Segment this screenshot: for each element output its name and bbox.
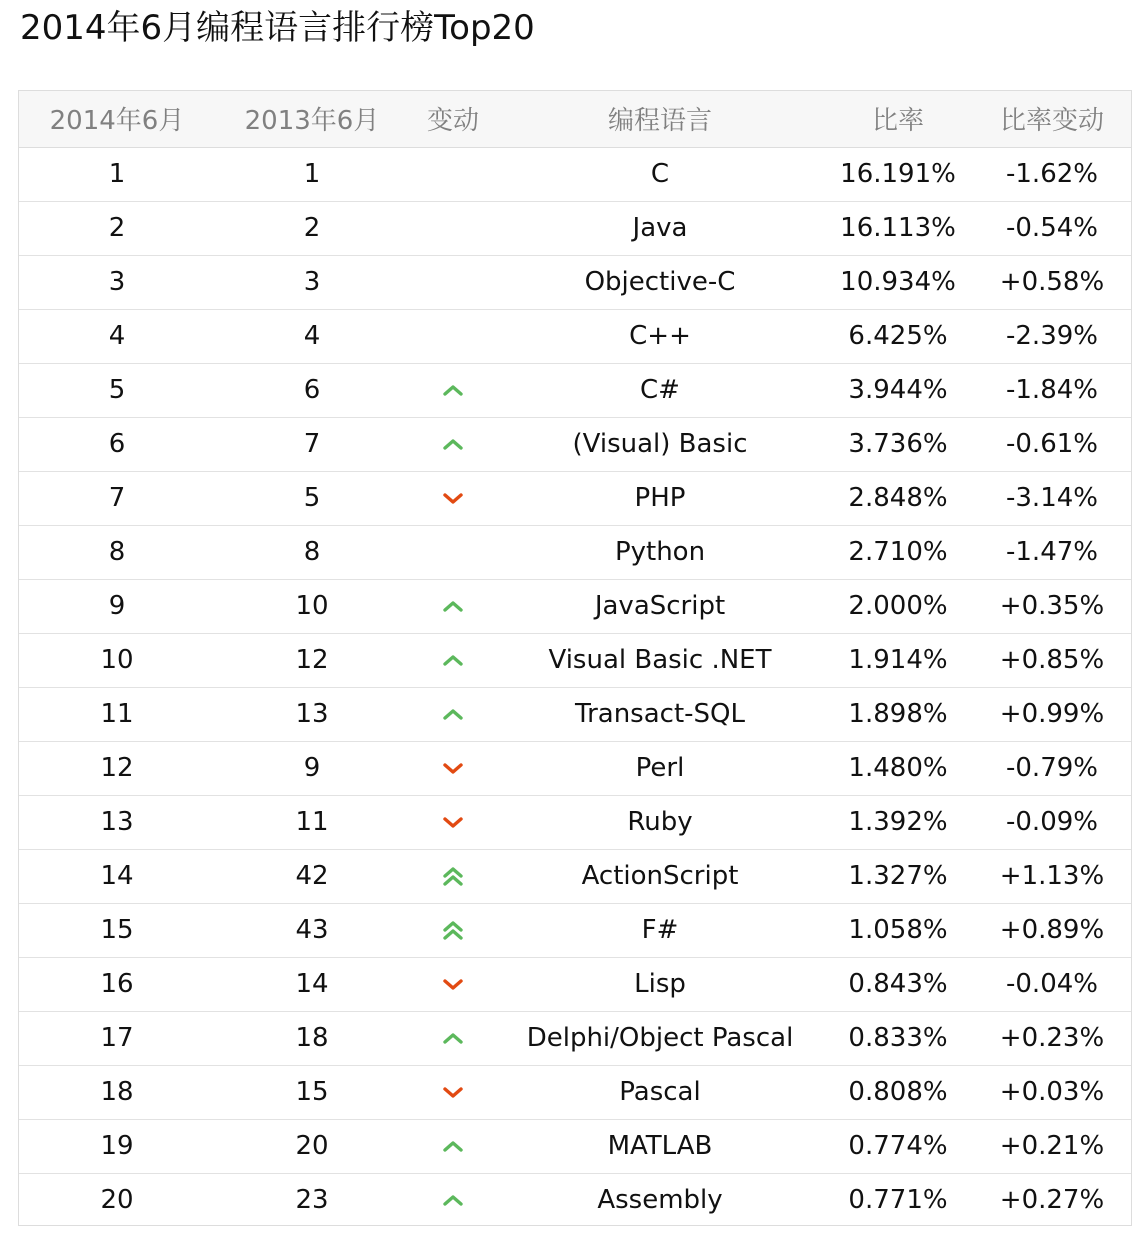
header-change: 变动 bbox=[409, 91, 497, 147]
table-row bbox=[19, 525, 1131, 579]
cell-rank-2013: 4 bbox=[215, 309, 409, 363]
cell-ratio: 0.843% bbox=[823, 957, 973, 1011]
cell-change bbox=[409, 1011, 497, 1065]
cell-language: Ruby bbox=[497, 795, 823, 849]
cell-rank-2013: 14 bbox=[215, 957, 409, 1011]
cell-language: Assembly bbox=[497, 1173, 823, 1227]
table-row bbox=[19, 903, 1131, 957]
double-arrow-up-icon bbox=[409, 864, 497, 888]
cell-ratio-change: -0.79% bbox=[973, 741, 1131, 795]
arrow-down-icon bbox=[409, 1080, 497, 1104]
cell-rank-2014: 18 bbox=[19, 1065, 215, 1119]
cell-language: Python bbox=[497, 525, 823, 579]
cell-ratio: 0.771% bbox=[823, 1173, 973, 1227]
header-language: 编程语言 bbox=[497, 91, 823, 147]
cell-rank-2013: 43 bbox=[215, 903, 409, 957]
cell-ratio-change: +0.35% bbox=[973, 579, 1131, 633]
cell-language: C bbox=[650, 159, 670, 189]
cell-rank-2013: 9 bbox=[215, 741, 409, 795]
cell-ratio-change: +0.03% bbox=[973, 1065, 1131, 1119]
cell-ratio-change: +0.85% bbox=[973, 633, 1131, 687]
header-ratio-change: 比率变动 bbox=[973, 91, 1131, 147]
cell-rank-2013: 7 bbox=[215, 417, 409, 471]
table-row bbox=[19, 1065, 1131, 1119]
table-row bbox=[19, 147, 1131, 201]
cell-language: MATLAB bbox=[497, 1119, 823, 1173]
cell-rank-2014: 8 bbox=[19, 525, 215, 579]
ranking-table-container bbox=[18, 90, 1132, 1226]
cell-language: Perl bbox=[497, 741, 823, 795]
cell-change bbox=[409, 417, 497, 471]
cell-rank-2014: 5 bbox=[19, 363, 215, 417]
cell-rank-2013: 20 bbox=[215, 1119, 409, 1173]
arrow-down-icon bbox=[409, 810, 497, 834]
cell-ratio-change: -1.84% bbox=[973, 363, 1131, 417]
header-ratio: 比率 bbox=[823, 91, 973, 147]
cell-language: Java bbox=[497, 201, 823, 255]
cell-language: Visual Basic .NET bbox=[497, 633, 823, 687]
cell-language: Transact-SQL bbox=[497, 687, 823, 741]
table-row bbox=[19, 795, 1131, 849]
cell-change bbox=[409, 795, 497, 849]
cell-rank-2013: 1 bbox=[303, 159, 321, 189]
cell-ratio-change: -1.62% bbox=[1006, 159, 1098, 189]
cell-rank-2013: 3 bbox=[215, 255, 409, 309]
arrow-up-icon bbox=[409, 1026, 497, 1050]
cell-language: F# bbox=[497, 903, 823, 957]
cell-language: Objective-C bbox=[497, 255, 823, 309]
table-row bbox=[19, 1119, 1131, 1173]
cell-change bbox=[409, 1119, 497, 1173]
table-body bbox=[19, 147, 1131, 1227]
cell-ratio-change: -1.47% bbox=[973, 525, 1131, 579]
arrow-up-icon bbox=[409, 378, 497, 402]
cell-change bbox=[409, 255, 497, 309]
cell-rank-2013: 12 bbox=[215, 633, 409, 687]
table-row bbox=[19, 957, 1131, 1011]
cell-language: PHP bbox=[497, 471, 823, 525]
cell-language: Pascal bbox=[497, 1065, 823, 1119]
cell-ratio-change: +0.99% bbox=[973, 687, 1131, 741]
cell-language: JavaScript bbox=[497, 579, 823, 633]
cell-ratio-change: +0.23% bbox=[973, 1011, 1131, 1065]
cell-rank-2014: 20 bbox=[19, 1173, 215, 1227]
cell-ratio: 3.736% bbox=[823, 417, 973, 471]
cell-ratio-change: -0.61% bbox=[973, 417, 1131, 471]
cell-rank-2014: 10 bbox=[19, 633, 215, 687]
cell-ratio: 2.848% bbox=[823, 471, 973, 525]
cell-ratio-change: +0.89% bbox=[973, 903, 1131, 957]
cell-rank-2014: 17 bbox=[19, 1011, 215, 1065]
cell-change bbox=[409, 579, 497, 633]
arrow-down-icon bbox=[409, 756, 497, 780]
cell-language: Lisp bbox=[497, 957, 823, 1011]
cell-rank-2013: 8 bbox=[215, 525, 409, 579]
cell-rank-2013: 15 bbox=[215, 1065, 409, 1119]
cell-rank-2014: 12 bbox=[19, 741, 215, 795]
table-row bbox=[19, 633, 1131, 687]
cell-ratio: 2.000% bbox=[823, 579, 973, 633]
cell-change bbox=[409, 309, 497, 363]
ranking-table bbox=[19, 91, 1131, 1227]
table-row bbox=[19, 363, 1131, 417]
cell-ratio-change: -2.39% bbox=[973, 309, 1131, 363]
table-row bbox=[19, 1011, 1131, 1065]
cell-change bbox=[409, 633, 497, 687]
cell-change bbox=[409, 147, 497, 201]
cell-change bbox=[409, 471, 497, 525]
cell-ratio: 0.774% bbox=[823, 1119, 973, 1173]
cell-ratio: 1.480% bbox=[823, 741, 973, 795]
cell-change bbox=[409, 1173, 497, 1227]
cell-rank-2013: 18 bbox=[215, 1011, 409, 1065]
cell-rank-2013: 42 bbox=[215, 849, 409, 903]
cell-change bbox=[409, 849, 497, 903]
cell-rank-2014: 16 bbox=[19, 957, 215, 1011]
cell-ratio-change: -0.54% bbox=[973, 201, 1131, 255]
cell-ratio: 1.898% bbox=[823, 687, 973, 741]
cell-rank-2013: 6 bbox=[215, 363, 409, 417]
table-row bbox=[19, 1173, 1131, 1227]
header-rank-2013: 2013年6月 bbox=[215, 91, 409, 147]
table-row bbox=[19, 579, 1131, 633]
cell-rank-2013: 23 bbox=[215, 1173, 409, 1227]
cell-rank-2014: 9 bbox=[19, 579, 215, 633]
cell-rank-2013: 11 bbox=[215, 795, 409, 849]
cell-rank-2014: 14 bbox=[19, 849, 215, 903]
cell-change bbox=[409, 687, 497, 741]
page-title: 2014年6月编程语言排行榜Top20 bbox=[20, 8, 535, 48]
cell-ratio: 0.808% bbox=[823, 1065, 973, 1119]
cell-ratio: 10.934% bbox=[823, 255, 973, 309]
table-header bbox=[19, 91, 1131, 147]
cell-ratio-change: -0.04% bbox=[973, 957, 1131, 1011]
cell-rank-2014: 4 bbox=[19, 309, 215, 363]
table-row bbox=[19, 471, 1131, 525]
cell-ratio: 3.944% bbox=[823, 363, 973, 417]
cell-rank-2013: 2 bbox=[215, 201, 409, 255]
cell-rank-2014: 13 bbox=[19, 795, 215, 849]
cell-ratio: 0.833% bbox=[823, 1011, 973, 1065]
cell-ratio: 1.058% bbox=[823, 903, 973, 957]
cell-ratio-change: -0.09% bbox=[973, 795, 1131, 849]
arrow-up-icon bbox=[409, 1134, 497, 1158]
header-row bbox=[19, 91, 1131, 147]
cell-ratio-change: -3.14% bbox=[973, 471, 1131, 525]
cell-ratio: 2.710% bbox=[823, 525, 973, 579]
arrow-up-icon bbox=[409, 594, 497, 618]
cell-rank-2014: 6 bbox=[19, 417, 215, 471]
cell-change bbox=[409, 957, 497, 1011]
cell-ratio-change: +0.21% bbox=[973, 1119, 1131, 1173]
cell-rank-2014: 3 bbox=[19, 255, 215, 309]
table-row bbox=[19, 255, 1131, 309]
cell-ratio: 16.113% bbox=[823, 201, 973, 255]
table-row bbox=[19, 201, 1131, 255]
double-arrow-up-icon bbox=[409, 918, 497, 942]
cell-ratio: 6.425% bbox=[823, 309, 973, 363]
cell-rank-2014: 1 bbox=[108, 159, 126, 189]
cell-language: C++ bbox=[497, 309, 823, 363]
arrow-up-icon bbox=[409, 1188, 497, 1212]
cell-ratio-change: +0.27% bbox=[973, 1173, 1131, 1227]
cell-change bbox=[409, 525, 497, 579]
cell-language: (Visual) Basic bbox=[497, 417, 823, 471]
cell-ratio: 1.392% bbox=[823, 795, 973, 849]
cell-change bbox=[409, 363, 497, 417]
table-row bbox=[19, 741, 1131, 795]
cell-rank-2014: 7 bbox=[19, 471, 215, 525]
arrow-up-icon bbox=[409, 648, 497, 672]
table-row bbox=[19, 417, 1131, 471]
arrow-up-icon bbox=[409, 432, 497, 456]
cell-language: Delphi/Object Pascal bbox=[497, 1011, 823, 1065]
cell-rank-2014: 2 bbox=[19, 201, 215, 255]
cell-ratio: 1.327% bbox=[823, 849, 973, 903]
arrow-down-icon bbox=[409, 486, 497, 510]
cell-change bbox=[409, 1065, 497, 1119]
cell-change bbox=[409, 903, 497, 957]
cell-rank-2013: 13 bbox=[215, 687, 409, 741]
cell-ratio-change: +1.13% bbox=[973, 849, 1131, 903]
table-row bbox=[19, 309, 1131, 363]
cell-rank-2014: 19 bbox=[19, 1119, 215, 1173]
table-row bbox=[19, 687, 1131, 741]
arrow-up-icon bbox=[409, 702, 497, 726]
cell-rank-2014: 15 bbox=[19, 903, 215, 957]
cell-ratio: 16.191% bbox=[840, 159, 956, 189]
cell-ratio-change: +0.58% bbox=[973, 255, 1131, 309]
cell-rank-2013: 10 bbox=[215, 579, 409, 633]
arrow-down-icon bbox=[409, 972, 497, 996]
cell-language: ActionScript bbox=[497, 849, 823, 903]
cell-rank-2014: 11 bbox=[19, 687, 215, 741]
cell-change bbox=[409, 201, 497, 255]
table-row bbox=[19, 849, 1131, 903]
cell-rank-2013: 5 bbox=[215, 471, 409, 525]
cell-change bbox=[409, 741, 497, 795]
cell-ratio: 1.914% bbox=[823, 633, 973, 687]
header-rank-2014: 2014年6月 bbox=[19, 91, 215, 147]
cell-language: C# bbox=[497, 363, 823, 417]
